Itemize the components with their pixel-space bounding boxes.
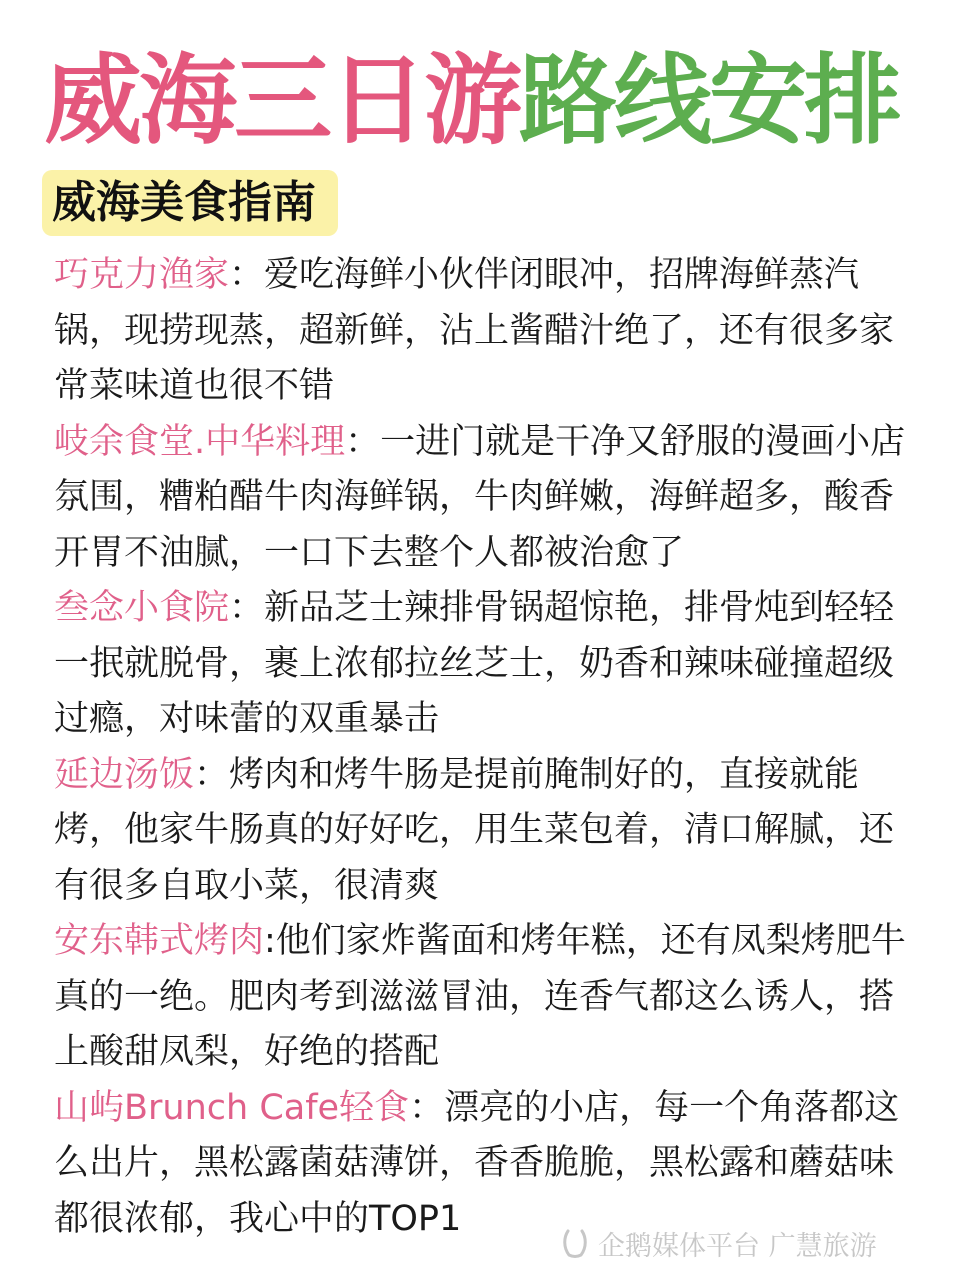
restaurant-description: ：爱吃海鲜小伙伴闭眼冲，招牌海鲜蒸汽锅，现捞现蒸，超新鲜，沾上酱醋汁绝了，还有很多家常菜味道也很不错 — [54, 255, 895, 406]
restaurant-name: 安东韩式烤肉 — [54, 921, 265, 961]
watermark — [560, 1220, 950, 1266]
restaurant-description: ：烤肉和烤牛肠是提前腌制好的，直接就能烤，他家牛肠真的好好吃，用生菜包着，清口解腻，还有很多自取小菜，很清爽 — [54, 754, 895, 906]
restaurant-list — [54, 248, 926, 1247]
restaurant-entry — [54, 581, 926, 748]
section-heading: 威海美食指南 — [42, 170, 338, 236]
restaurant-description: :他们家炸酱面和烤年糕，还有凤梨烤肥牛真的一绝。肥肉考到滋滋冒油，连香气都这么诱人，搭上酸甜凤梨，好绝的搭配 — [54, 921, 906, 1072]
restaurant-description: ：漂亮的小店，每一个角落都这么出片，黑松露菌菇薄饼，香香脆脆，黑松露和蘑菇味都很浓郁，我心中的TOP1 — [54, 1087, 900, 1239]
restaurant-entry — [54, 415, 926, 582]
restaurant-description: ：新品芝士辣排骨锅超惊艳，排骨炖到轻轻一抿就脱骨，裹上浓郁拉丝芝士，奶香和辣味碰撞超级过瘾，对味蕾的双重暴击 — [54, 588, 895, 739]
restaurant-description: ：一进门就是干净又舒服的漫画小店氛围，糟粕醋牛肉海鲜锅，牛肉鲜嫩，海鲜超多，酸香开胃不油腻，一口下去整个人都被治愈了 — [54, 421, 906, 573]
restaurant-entry — [54, 748, 926, 915]
restaurant-name: 岐余食堂.中华料理 — [54, 421, 346, 462]
restaurant-entry — [54, 914, 926, 1081]
page-title — [44, 42, 924, 160]
penguin-logo-icon — [560, 1227, 590, 1259]
page-title-part-1: 威海三日游 — [44, 44, 520, 158]
restaurant-name: 巧克力渔家 — [54, 255, 230, 295]
restaurant-name: 叁念小食院 — [54, 588, 230, 628]
restaurant-name: 延边汤饭 — [54, 754, 195, 795]
watermark-text: 企鹅媒体平台 广慧旅游 — [598, 1230, 877, 1262]
restaurant-entry — [54, 248, 926, 415]
page-title-part-2: 路线安排 — [519, 44, 900, 158]
restaurant-name: 山屿Brunch Cafe轻食 — [54, 1087, 410, 1128]
